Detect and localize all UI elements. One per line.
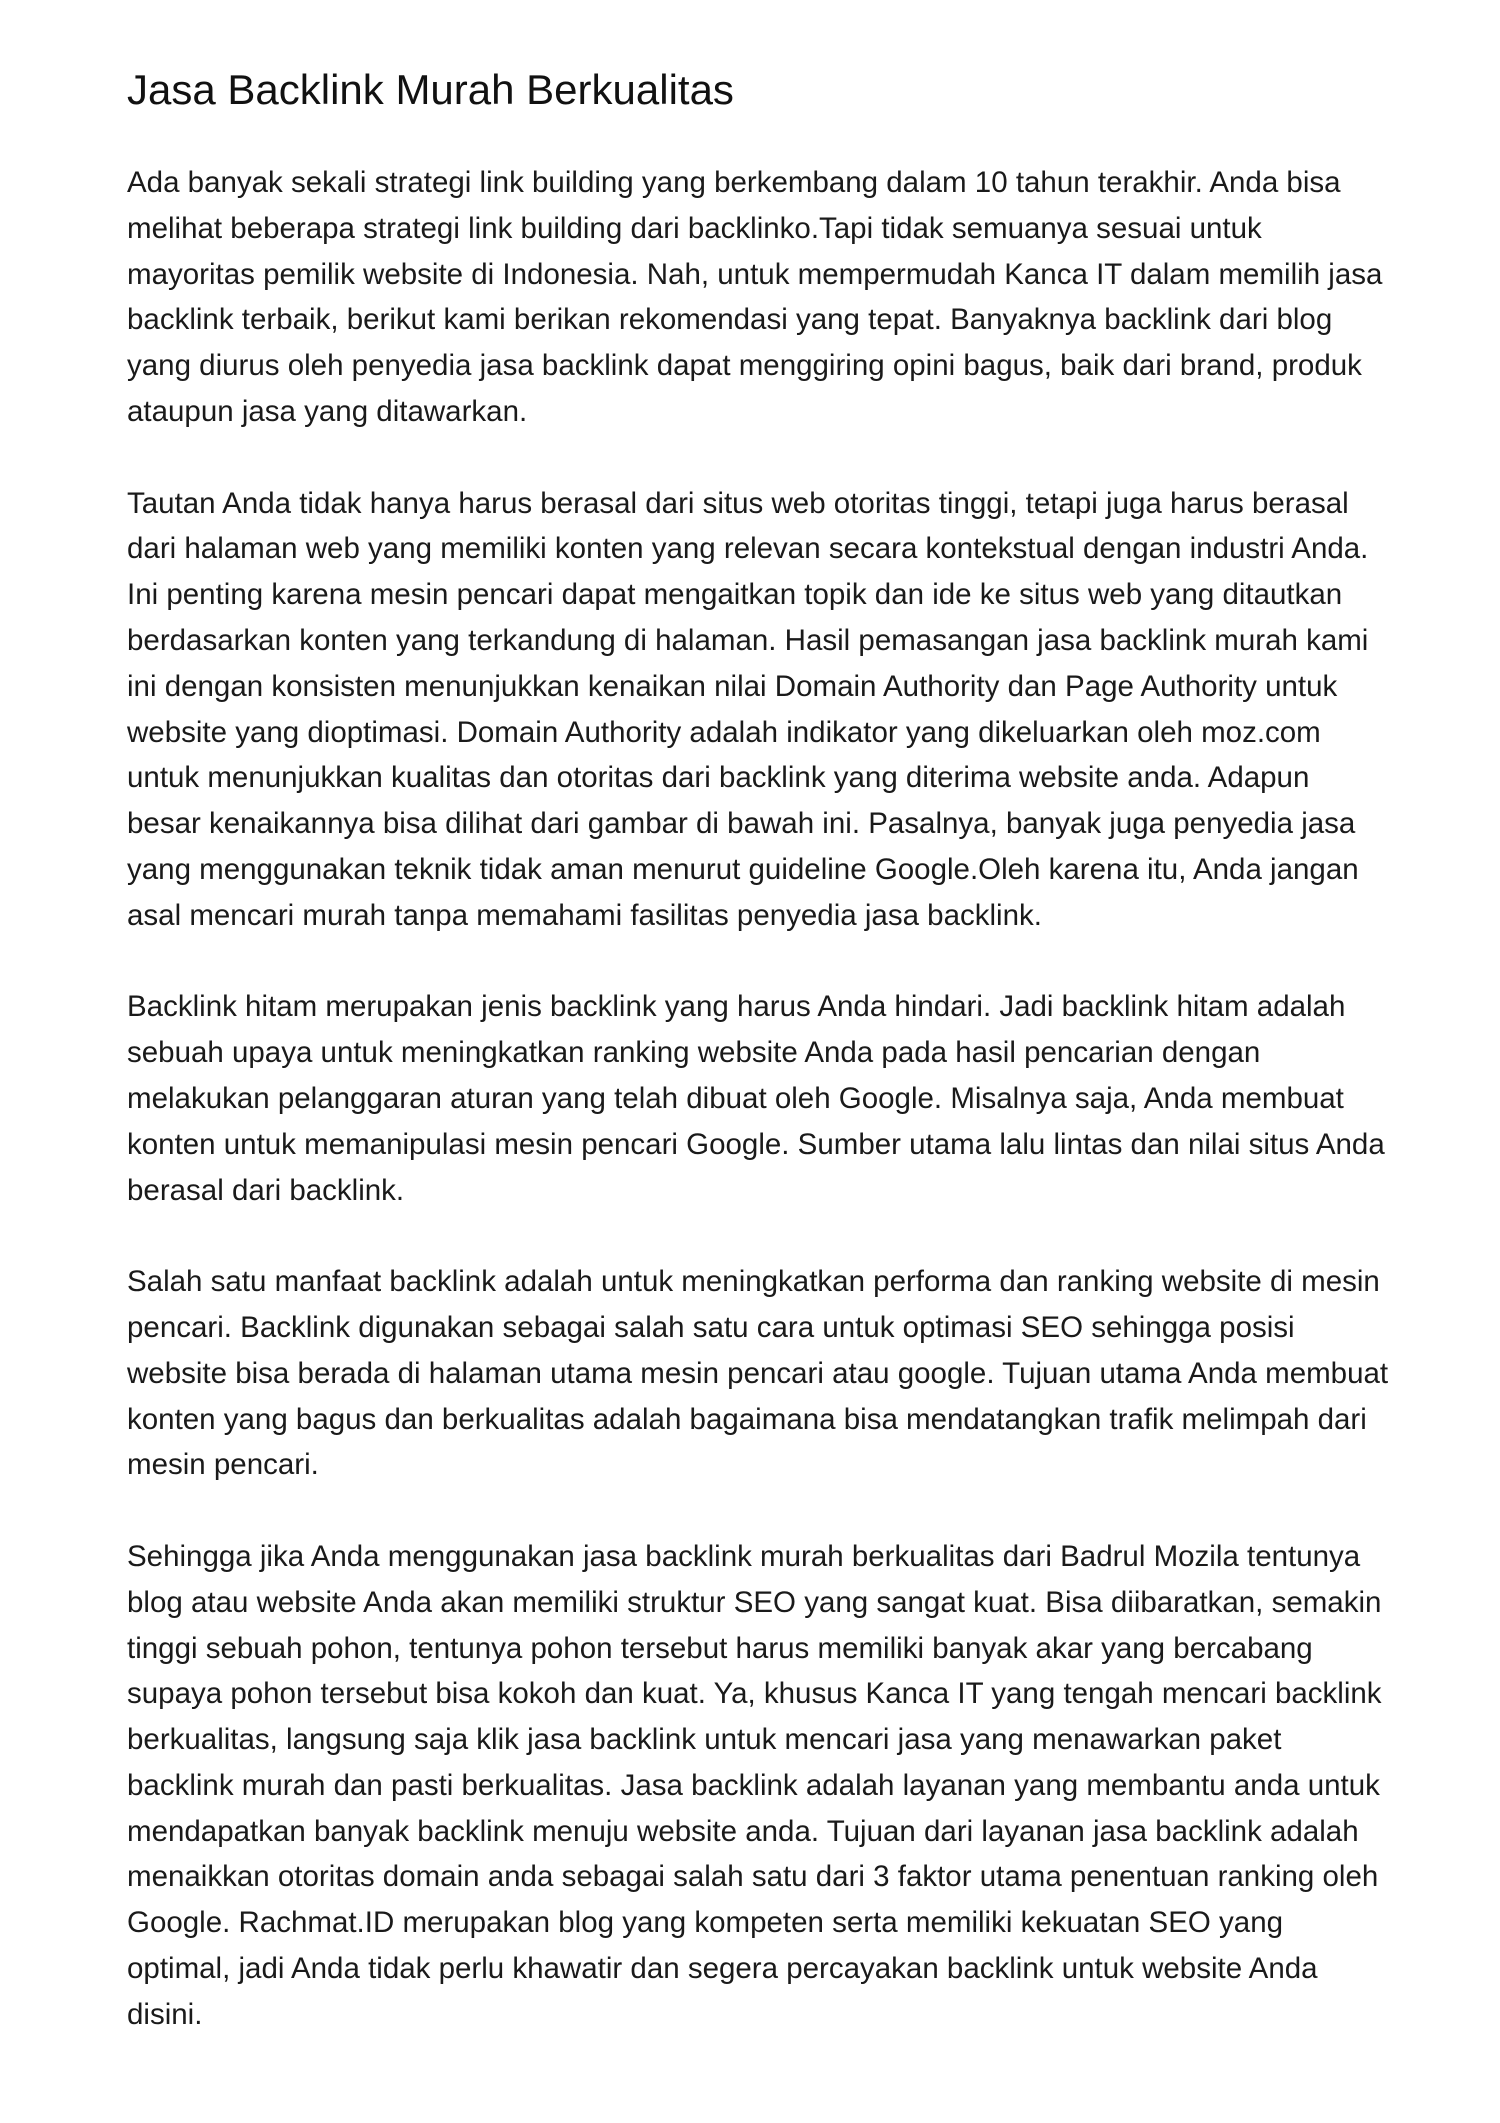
paragraph-4: Salah satu manfaat backlink adalah untuk meningkatkan performa dan ranking website di mesin pencari. Backlink digunakan sebagai salah satu cara untuk optimasi SEO sehingga posisi website bisa berada di halaman utama mesin pencari atau google. Tujuan utama Anda membuat konten yang bagus dan berkualitas adalah bagaimana bisa mendatangkan trafik melimpah dari mesin pencari.	[127, 1265, 1389, 1482]
paragraph-5: Sehingga jika Anda menggunakan jasa backlink murah berkualitas dari Badrul Mozila tentunya blog atau website Anda akan memiliki struktur SEO yang sangat kuat. Bisa diibaratkan, semakin tinggi sebuah pohon, tentunya pohon tersebut harus memiliki banyak akar yang bercabang supaya pohon tersebut bisa kokoh dan kuat. Ya, khusus Kanca IT yang tengah mencari backlink berkualitas, langsung saja klik jasa backlink untuk mencari jasa yang menawarkan paket backlink murah dan pasti berkualitas. Jasa backlink adalah layanan yang membantu anda untuk mendapatkan banyak backlink menuju website anda. Tujuan dari layanan jasa backlink adalah menaikkan otoritas domain anda sebagai salah satu dari 3 faktor utama penentuan ranking oleh Google. Rachmat.ID merupakan blog yang kompeten serta memiliki kekuatan SEO yang optimal, jadi Anda tidak perlu khawatir dan segera percayakan backlink untuk website Anda disini.	[127, 1539, 1382, 2031]
page-title: Jasa Backlink Murah Berkualitas	[127, 66, 734, 113]
paragraph-1: Ada banyak sekali strategi link building yang berkembang dalam 10 tahun terakhir. Anda bisa melihat beberapa strategi link building dari backlinko.Tapi tidak semuanya sesuai untuk mayoritas pemilik website di Indonesia. Nah, untuk mempermudah Kanca IT dalam memilih jasa backlink terbaik, berikut kami berikan rekomendasi yang tepat. Banyaknya backlink dari blog yang diurus oleh penyedia jasa backlink dapat menggiring opini bagus, baik dari brand, produk ataupun jasa yang ditawarkan.	[127, 166, 1383, 428]
document-page	[127, 62, 1389, 2083]
paragraph-2: Tautan Anda tidak hanya harus berasal dari situs web otoritas tinggi, tetapi juga harus berasal dari halaman web yang memiliki konten yang relevan secara kontekstual dengan industri Anda. Ini penting karena mesin pencari dapat mengaitkan topik dan ide ke situs web yang ditautkan berdasarkan konten yang terkandung di halaman. Hasil pemasangan jasa backlink murah kami ini dengan konsisten menunjukkan kenaikan nilai Domain Authority dan Page Authority untuk website yang dioptimasi. Domain Authority adalah indikator yang dikeluarkan oleh moz.com untuk menunjukkan kualitas dan otoritas dari backlink yang diterima website anda. Adapun besar kenaikannya bisa dilihat dari gambar di bawah ini. Pasalnya, banyak juga penyedia jasa yang menggunakan teknik tidak aman menurut guideline Google.Oleh karena itu, Anda jangan asal mencari murah tanpa memahami fasilitas penyedia jasa backlink.	[127, 486, 1369, 932]
paragraph-3: Backlink hitam merupakan jenis backlink yang harus Anda hindari. Jadi backlink hitam adalah sebuah upaya untuk meningkatkan ranking website Anda pada hasil pencarian dengan melakukan pelanggaran aturan yang telah dibuat oleh Google. Misalnya saja, Anda membuat konten untuk memanipulasi mesin pencari Google. Sumber utama lalu lintas dan nilai situs Anda berasal dari backlink.	[127, 990, 1385, 1207]
